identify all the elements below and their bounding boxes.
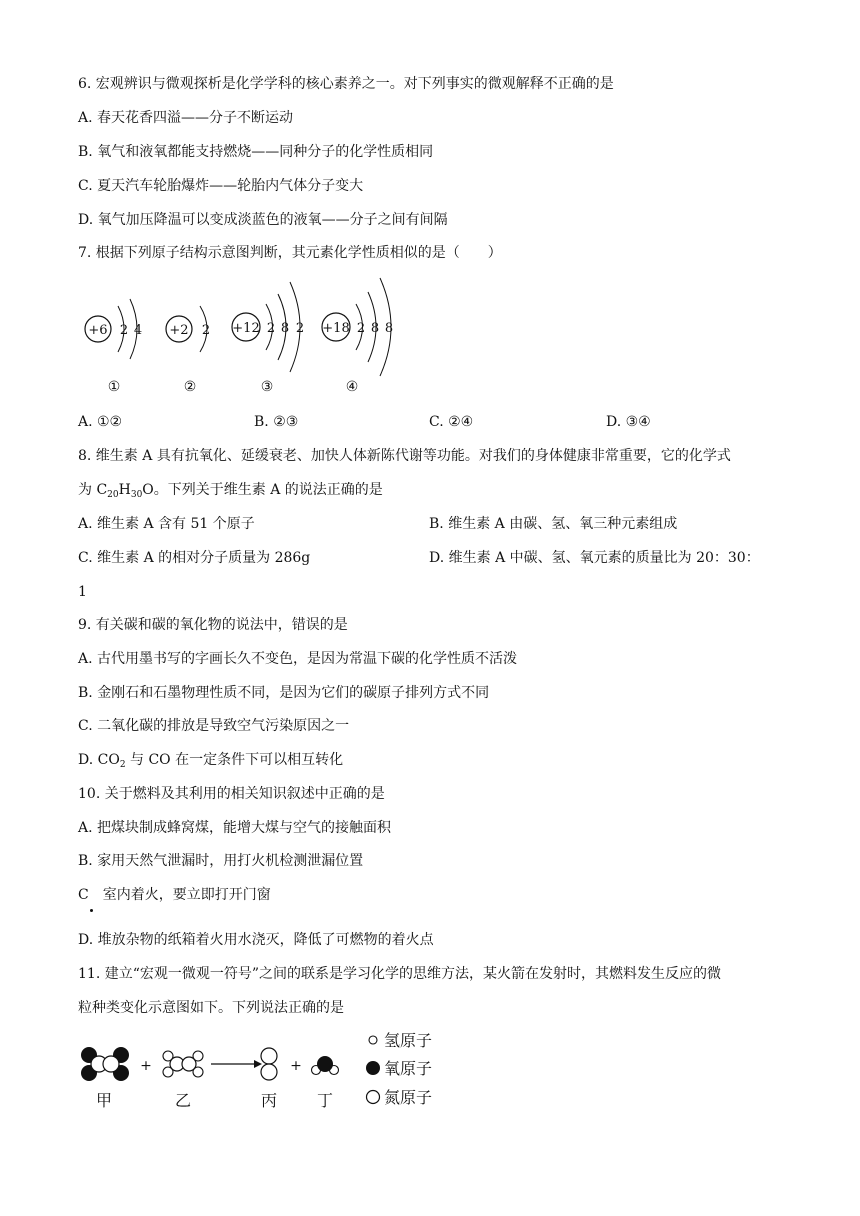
molecule-ding: [312, 1056, 339, 1110]
legend-hydrogen-icon: [369, 1036, 377, 1044]
atom-legend: [366, 1031, 432, 1107]
reaction-arrow: [211, 1060, 262, 1068]
atomic-structure-diagrams: [78, 274, 408, 398]
atom-4-shell-1: 2: [356, 321, 366, 336]
q8-option-c: C. 维生素 A 的相对分子质量为 286g: [78, 550, 311, 566]
q9-option-d-suffix: 与 CO 在一定条件下可以相互转化: [125, 752, 344, 768]
q8-option-a: A. 维生素 A 含有 51 个原子: [78, 516, 255, 532]
q6-option-b: B. 氧气和液氧都能支持燃烧——同种分子的化学性质相同: [78, 144, 434, 160]
q7-stem: 7. 根据下列原子结构示意图判断，其元素化学性质相似的是（ ）: [78, 245, 502, 261]
label-ding: 丁: [316, 1091, 334, 1110]
stray-dot: [90, 909, 93, 912]
legend-nitrogen-icon: [367, 1091, 380, 1104]
q9-option-b: B. 金刚石和石墨物理性质不同，是因为它们的碳原子排列方式不同: [78, 685, 490, 701]
nitrogen-atom: [261, 1064, 277, 1080]
atom-3-label: ③: [260, 379, 274, 395]
q8-option-d: D. 维生素 A 中碳、氢、氧元素的质量比为 20：30：: [429, 550, 760, 566]
q8-stem-line1: 8. 维生素 A 具有抗氧化、延缓衰老、加快人体新陈代谢等功能。对我们的身体健康非常重要，它的化学式: [78, 448, 731, 464]
q7-option-d: D. ③④: [606, 414, 651, 430]
q10-option-d: D. 堆放杂物的纸箱着火用水浇灭，降低了可燃物的着火点: [78, 932, 434, 948]
q8-formula-sub-c: 20: [107, 490, 119, 500]
q8-formula-sub-h: 30: [130, 490, 143, 500]
q7-option-b: B. ②③: [254, 414, 299, 430]
q6-option-d: D. 氧气加压降温可以变成淡蓝色的液氧——分子之间有间隔: [78, 212, 448, 228]
q8-stem-line2: [78, 480, 383, 505]
atom-diagram-2: [166, 306, 210, 395]
q6-option-c: C. 夏天汽车轮胎爆炸——轮胎内气体分子变大: [78, 178, 364, 194]
atom-1-shell-2: 4: [133, 323, 143, 338]
q9-option-d: [78, 750, 343, 775]
q8-stem-suffix: O。下列关于维生素 A 的说法正确的是: [142, 482, 383, 498]
q7-option-a: A. ①②: [78, 414, 123, 430]
atom-diagram-1: [85, 299, 142, 395]
atom-1-nucleus: +6: [88, 323, 108, 338]
q11-stem-line2: 粒种类变化示意图如下。下列说法正确的是: [78, 1000, 344, 1016]
nitrogen-atom: [261, 1048, 277, 1064]
q8-formula-h: H: [118, 482, 131, 498]
q9-option-a: A. 古代用墨书写的字画长久不变色，是因为常温下碳的化学性质不活泼: [78, 651, 518, 667]
atom-4-label: ④: [345, 379, 359, 395]
legend-oxygen-icon: [366, 1061, 380, 1075]
molecule-yi: [163, 1051, 203, 1110]
q9-option-d-sub: 2: [119, 760, 126, 770]
atom-3-shell-1: 2: [266, 321, 276, 336]
legend-nitrogen-label: 氮原子: [384, 1088, 433, 1107]
atom-3-nucleus: +12: [232, 321, 260, 336]
atom-2-nucleus: +2: [169, 323, 189, 338]
label-jia: 甲: [95, 1091, 113, 1110]
q9-option-d-prefix: D. CO: [78, 752, 120, 768]
atom-4-shell-2: 8: [370, 321, 380, 336]
legend-hydrogen-label: 氢原子: [384, 1031, 433, 1050]
q9-option-c: C. 二氧化碳的排放是导致空气污染原因之一: [78, 718, 350, 734]
atom-diagram-4: [322, 278, 393, 395]
atom-2-label: ②: [183, 379, 197, 395]
atom-4-nucleus: +18: [322, 321, 350, 336]
atom-4-shell-3: 8: [384, 321, 394, 336]
reaction-diagram: [76, 1026, 456, 1110]
molecule-bing: [261, 1048, 277, 1110]
q10-option-b: B. 家用天然气泄漏时，用打火机检测泄漏位置: [78, 853, 364, 869]
oxygen-atom: [317, 1056, 333, 1072]
legend-oxygen-label: 氧原子: [384, 1059, 433, 1078]
q7-option-c: C. ②④: [429, 414, 474, 430]
q8-option-d-continued: 1: [78, 584, 87, 600]
nitrogen-atom: [103, 1056, 119, 1072]
q8-stem-prefix: 为 C: [78, 482, 108, 498]
atom-3-shell-3: 2: [295, 321, 305, 336]
molecule-jia: [81, 1047, 129, 1110]
atom-1-label: ①: [107, 379, 121, 395]
atom-2-shell-1: 2: [201, 323, 211, 338]
plus-sign-2: +: [290, 1058, 302, 1074]
q10-stem: 10. 关于燃料及其利用的相关知识叙述中正确的是: [78, 786, 385, 802]
q9-stem: 9. 有关碳和碳的氧化物的说法中，错误的是: [78, 617, 348, 633]
label-bing: 丙: [260, 1091, 278, 1110]
q10-option-c: C 室内着火，要立即打开门窗: [78, 887, 271, 903]
atom-3-shell-2: 8: [280, 321, 290, 336]
q6-option-a: A. 春天花香四溢——分子不断运动: [78, 110, 294, 126]
q10-option-a: A. 把煤块制成蜂窝煤，能增大煤与空气的接触面积: [78, 820, 392, 836]
label-yi: 乙: [174, 1091, 192, 1110]
plus-sign-1: +: [140, 1058, 152, 1074]
q6-stem: 6. 宏观辨识与微观探析是化学学科的核心素养之一。对下列事实的微观解释不正确的是: [78, 76, 614, 92]
q11-stem-line1: 11. 建立“宏观一微观一符号”之间的联系是学习化学的思维方法，某火箭在发射时，其燃料发生反应的微: [78, 966, 722, 982]
atom-diagram-3: [232, 282, 304, 395]
q8-option-b: B. 维生素 A 由碳、氢、氧三种元素组成: [429, 516, 678, 532]
nitrogen-atom: [182, 1057, 196, 1071]
atom-1-shell-1: 2: [119, 323, 129, 338]
